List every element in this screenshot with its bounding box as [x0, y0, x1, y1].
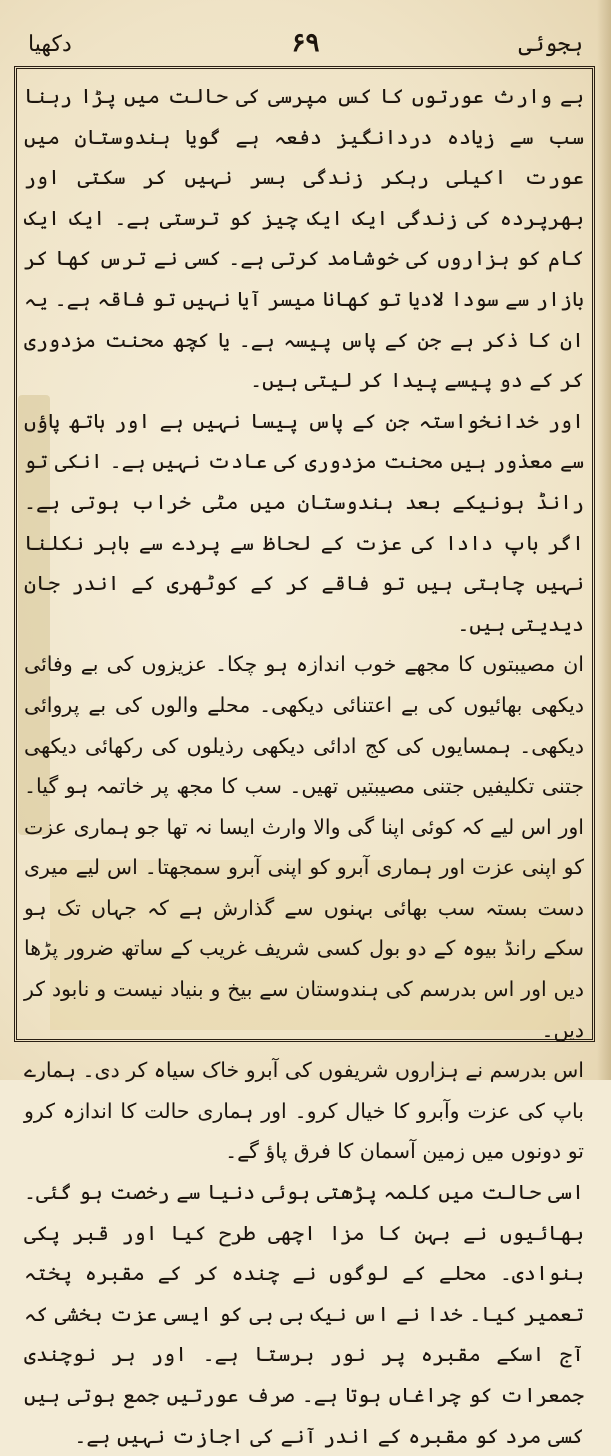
running-head-left: دکھیا	[28, 32, 72, 57]
page-number: ۶۹	[291, 28, 320, 58]
paragraph: اسی حالت میں کلمہ پڑھتی ہوئی دنیا سے رخصت ہو گئی۔ بھائیوں نے بہن کا مزا اچھی طرح کیا اور قبر پکی بنوادی۔ محلے کے لوگوں نے چندہ کر کے مقبرہ پختہ تعمیر کیا۔ خدا نے اس نیک بی بی کو ایسی عزت بخشی کہ آج اسکے مقبرہ پر نور برستا ہے۔ اور ہر نوچندی جمعرات کو چراغاں ہوتا ہے۔ صرف عورتیں جمع ہوتی ہیں کسی مرد کو مقبرہ کے اندر آنے کی اجازت نہیں ہے۔	[24, 1180, 584, 1448]
paragraph: ان مصیبتوں کا مجھے خوب اندازہ ہو چکا۔ عزیزوں کی بے وفائی دیکھی بھائیوں کی بے اعتنائی دیکھی۔ محلے والوں کی بے پروائی دیکھی۔ ہمسایوں کی کج ادائی دیکھی رذیلوں کی رکھائی دیکھی جتنی تکلیفیں جتنی مصیبتیں تھیں۔ سب کا مجھ پر خاتمہ ہو گیا۔ اور اس لیے کہ کوئی اپنا گی والا وارث ایسا نہ تھا جو ہماری عزت کو اپنی عزت اور ہماری آبرو کو اپنی آبرو سمجھتا۔ اس لیے میری دست بستہ سب بھائی بہنوں سے گذارش ہے کہ جہاں تک ہو سکے رانڈ بیوہ کے دو بول کسی شریف غریب کے ساتھ ضرور پڑھا دیں اور اس بدرسم کی ہندوستان سے بیخ و بنیاد نیست و نابود کر دیں۔	[24, 652, 584, 1042]
paragraph: اور خدانخواستہ جن کے پاس پیسا نہیں ہے اور ہاتھ پاؤں سے معذور ہیں محنت مزدوری کی عادت نہیں ہے۔ انکی تو رانڈ ہونیکے بعد ہندوستان میں مٹی خراب ہوتی ہے۔ اگر باپ دادا کی عزت کے لحاظ سے پردے سے باہر نکلنا نہیں چاہتی ہیں تو فاقے کر کے کوٹھری کے اندر جان دیدیتی ہیں۔	[24, 408, 584, 636]
paragraph: اس بدرسم نے ہزاروں شریفوں کی آبرو خاک سیاہ کر دی۔ ہمارے باپ کی عزت وآبرو کا خیال کرو۔ اور ہماری حالت کا اندازہ کرو تو دونوں میں زمین آسمان کا فرق پاؤ گے۔	[23, 1058, 584, 1164]
page-edge-shadow	[597, 0, 611, 1080]
running-head-right: ہجوئی	[518, 32, 583, 57]
page-header	[20, 28, 591, 64]
page-body-text	[23, 76, 584, 1448]
paragraph: بے وارث عورتوں کا کس مپرسی کی حالت میں پڑا رہنا سب سے زیادہ دردانگیز دفعہ ہے گویا ہندوستان میں عورت اکیلی رہکر زندگی بسر نہیں کر سکتی اور بھرپردہ کی زندگی ایک ایک چیز کو ترستی ہے۔ ایک ایک کام کو ہزاروں کی خوشامد کرتی ہے۔ کسی نے ترس کھا کر بازار سے سودا لادیا تو کھانا میسر آیا نہیں تو فاقہ ہے۔ یہ ان کا ذکر ہے جن کے پاس پیسہ ہے۔ یا کچھ محنت مزدوری کر کے دو پیسے پیدا کر لیتی ہیں۔	[24, 84, 584, 393]
